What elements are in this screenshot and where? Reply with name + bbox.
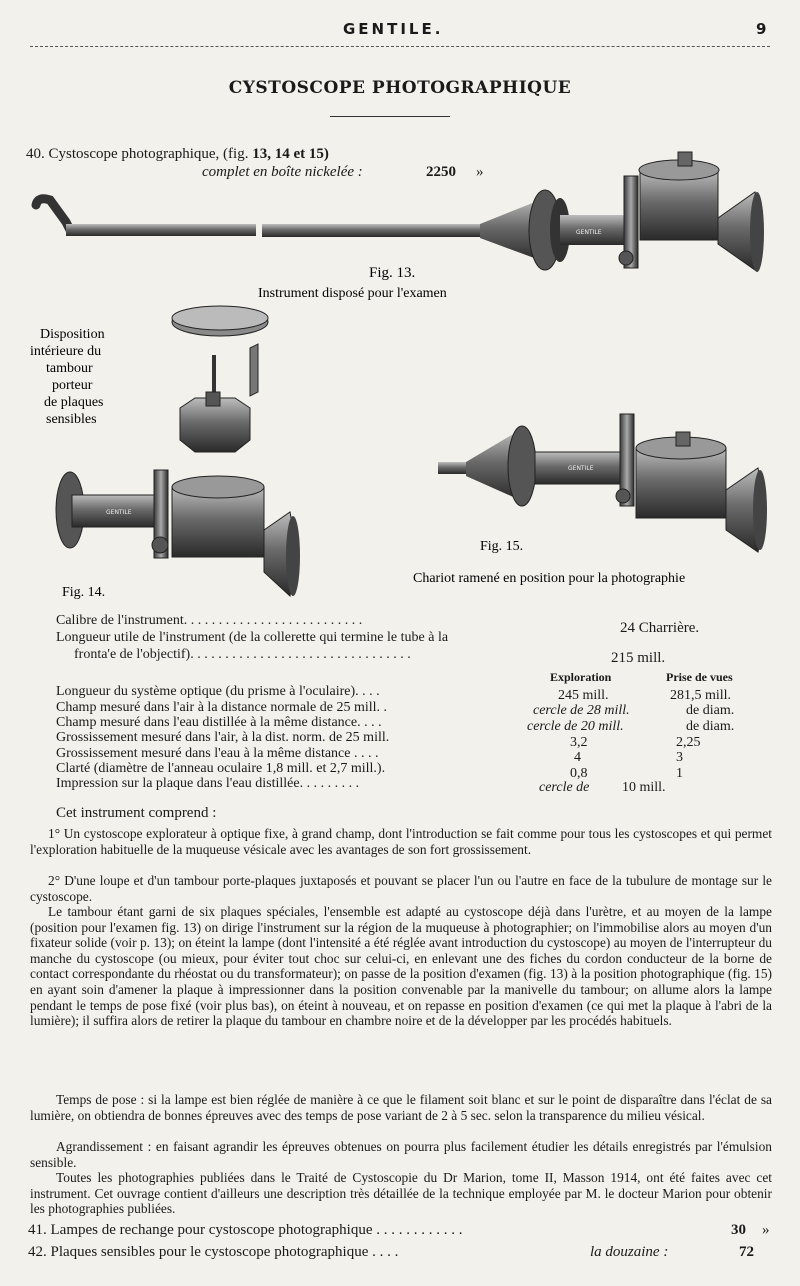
disposition-line-6: sensibles [46,412,97,427]
item-40-label: Cystoscope photographique, (fig. [48,146,249,162]
item-42-price: 72 [739,1244,754,1260]
fig-14-caption: Fig. 14. [62,585,106,600]
table-row-v1: cercle de 20 mill. [527,719,624,734]
item-41-label: Lampes de rechange pour cystoscope photographique . . . . . . . . . . . . [50,1222,463,1238]
item-40-suffix: » [476,164,484,180]
drum-parts-drawing [172,306,268,452]
item-42 [28,1244,398,1261]
table-row-v2: de diam. [686,719,735,734]
table-row-v2: 2,25 [676,735,701,750]
table-col-exploration: Exploration [550,670,612,684]
disposition-line-5: de plaques [44,395,104,410]
running-header: GENTILE. [343,20,444,38]
disposition-line-2: intérieure du [30,344,102,359]
table-row-v1: 3,2 [570,735,588,750]
spec-calibre-value: 24 Charrière. [620,620,700,636]
item-40-fig-refs: 13, 14 et 15) [252,146,329,162]
table-row-v1: 0,8 [570,766,588,781]
spec-longueur-line-2: fronta'e de l'objectif). . . . . . . . . . . . . . . . . . . . . . . . . . . . . . . . [74,647,411,662]
cystoscope-illustrations [0,0,800,620]
table-col-prise-de-vues: Prise de vues [666,670,733,684]
table-row-label: Grossissement mesuré dans l'air, à la dist. norm. de 25 mill. [56,730,390,745]
item-41 [28,1222,462,1239]
fig-13-caption: Fig. 13. [369,265,416,281]
table-row-v2: 3 [676,750,683,765]
table-row-label: Impression sur la plaque dans l'eau distillée. . . . . . . . . [56,776,360,791]
body-paragraph-2: 2° D'une loupe et d'un tambour porte-plaques juxtaposés et pouvant se placer l'un ou l'autre en face de la tubulure de montage sur le cystoscope. [30,873,772,904]
engraving-label-13: GENTILE [576,229,602,236]
table-row-v2: 10 mill. [622,780,666,795]
spec-calibre-label: Calibre de l'instrument. . . . . . . . . . . . . . . . . . . . . . . . . . [56,613,363,628]
body-paragraph-6: Toutes les photographies publiées dans le Traité de Cystoscopie du Dr Marion, tome II, Masson 1914, ont été faites avec cet instrument. Cet ouvrage contient d'ailleurs une description très détaillée de la technique employée par M. le docteur Marion pour obtenir les photographies publiées. [30,1170,772,1217]
item-40-subtitle: complet en boîte nickelée : [202,164,363,180]
disposition-line-1: Disposition [40,327,105,342]
table-row-label: Grossissement mesuré dans l'eau à la même distance . . . . [56,746,379,761]
item-41-price: 30 [731,1222,746,1238]
body-paragraph-5: Agrandissement : en faisant agrandir les épreuves obtenues on pourra plus facilement étudier les détails enregistrés par l'émulsion sensible. [30,1139,772,1170]
item-40-number: 40. [26,146,45,162]
disposition-line-4: porteur [52,378,93,393]
table-row-v2: de diam. [686,703,735,718]
table-row-label: Champ mesuré dans l'air à la distance normale de 25 mill. . [56,700,388,715]
item-41-number: 41. [28,1222,47,1238]
figure-15-drawing [438,414,767,552]
table-row-v1: 4 [574,750,581,765]
item-40-price: 2250 [426,164,456,180]
fig-13-description: Instrument disposé pour l'examen [258,286,447,301]
item-41-suffix: » [762,1222,770,1238]
table-row-v1: cercle de [539,780,590,795]
figure-13-drawing [36,152,764,272]
figure-14-drawing [56,470,300,596]
spec-longueur-value: 215 mill. [611,650,666,666]
body-paragraph-1: 1° Un cystoscope explorateur à optique fixe, à grand champ, dont l'introduction se fait comme pour tous les cystoscopes et qui permet l'exploration habituelle de la muqueuse vésicale avec les avantages de son fort grossissement. [30,826,772,857]
table-row-v2: 281,5 mill. [670,688,732,703]
fig-15-caption: Fig. 15. [480,539,524,554]
body-intro: Cet instrument comprend : [56,805,217,821]
engraving-label-14: GENTILE [106,509,132,516]
disposition-label [30,327,105,427]
fig-15-description: Chariot ramené en position pour la photographie [413,571,686,586]
item-42-label: Plaques sensibles pour le cystoscope photographique . . . . [50,1244,399,1260]
item-42-number: 42. [28,1244,47,1260]
disposition-line-3: tambour [46,361,93,376]
table-row-label: Champ mesuré dans l'eau distillée à la même distance. . . . [56,715,382,730]
spec-longueur-line-1: Longueur utile de l'instrument (de la collerette qui termine le tube à la [56,630,449,645]
table-row-v1: 245 mill. [558,688,609,703]
body-paragraph-3: Le tambour étant garni de six plaques spéciales, l'ensemble est adapté au cystoscope déjà dans l'urètre, et au moyen de la lampe (position pour l'examen fig. 13) on dirige l'instrument sur la région de la muqueuse à photographier; on l'immobilise alors au moyen d'un fixateur solide (voir p. 13); on éteint la lampe (dont l'intensité a été réglée avant introduction du cystoscope) au moyen de l'interrupteur du manche du cystoscope (ou mieux, pour éviter tout choc sur celui-ci, en enlevant une des fiches du cordon conducteur de la borne de contact correspondante du rhéostat ou du transformateur); on passe de la position d'examen (fig. 13) à la position photographique (fig. 15) en ayant soin d'amener la plaque à impressionner dans la position convenable par la manivelle du tambour; on allume alors la lampe pendant le temps de pose fixé (voir plus bas), on éteint à nouveau, et on repasse en position d'examen (ce qui met la plaque à l'abri de la lumière); il suffira alors de retirer la plaque du tambour en chambre noire et de la développer par les procédés habituels. [30,904,772,1029]
body-paragraph-4: Temps de pose : si la lampe est bien réglée de manière à ce que le filament soit blanc et sur le point de disparaître dans l'éclat de sa lumière, on obtiendra de bonnes épreuves avec des temps de pose variant de 2 à 5 sec. selon la transparence du milieu vésical. [30,1092,772,1123]
table-row-v1: cercle de 28 mill. [533,703,630,718]
section-title: CYSTOSCOPE PHOTOGRAPHIQUE [228,78,572,98]
table-row-v2: 1 [676,766,683,781]
table-row-label: Clarté (diamètre de l'anneau oculaire 1,8 mill. et 2,7 mill.). [56,761,386,776]
engraving-label-15: GENTILE [568,465,594,472]
table-row-label: Longueur du système optique (du prisme à l'oculaire). . . . [56,684,380,699]
page-number: 9 [756,20,767,38]
item-42-qty: la douzaine : [590,1244,669,1260]
